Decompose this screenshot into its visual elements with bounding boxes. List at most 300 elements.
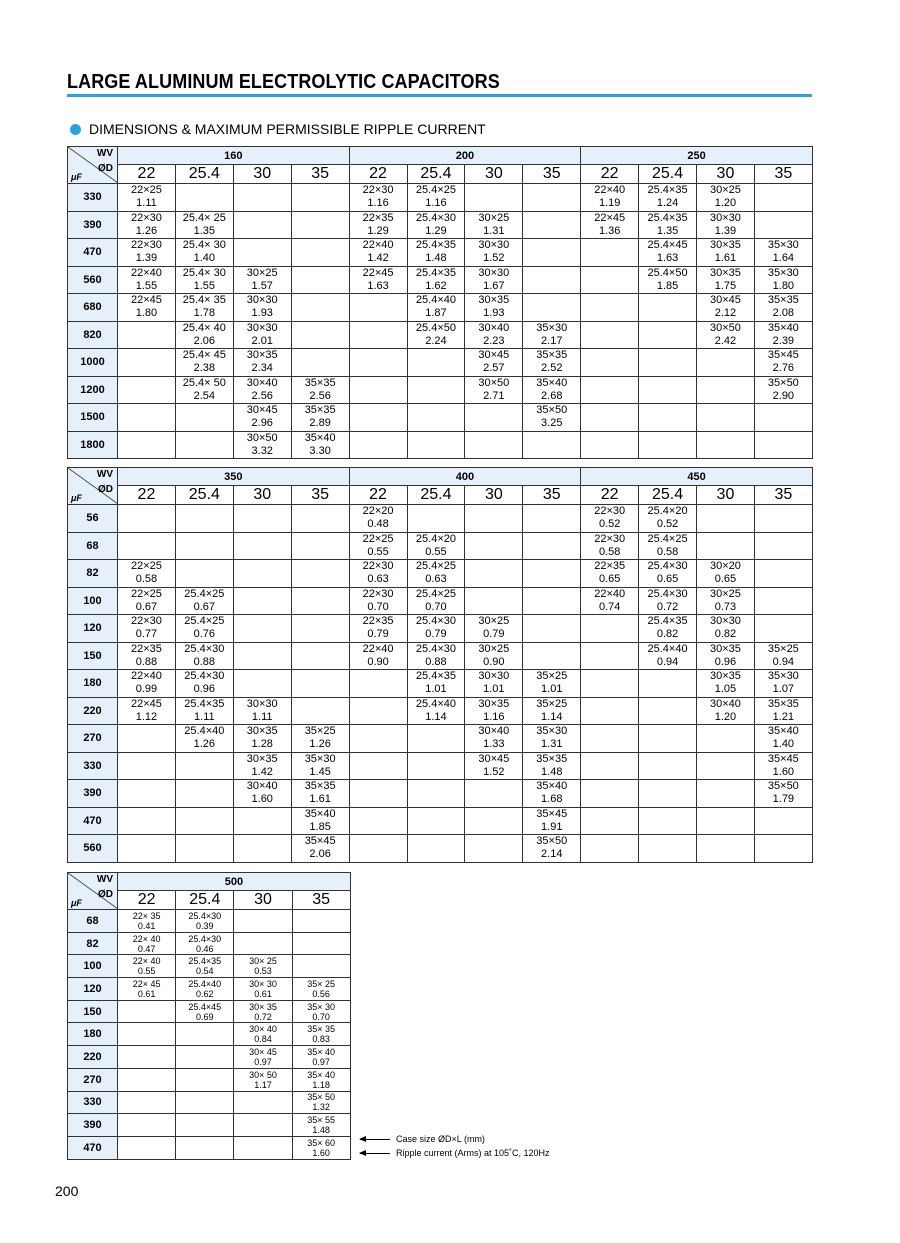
spec-cell <box>118 780 176 808</box>
capacitance-cell: 470 <box>68 239 118 267</box>
header-row-voltage <box>68 147 813 165</box>
capacitance-cell: 470 <box>68 807 118 835</box>
spec-cell <box>754 184 812 212</box>
table-row <box>68 1136 351 1159</box>
spec-cell <box>523 239 581 267</box>
ripple-current: 2.17 <box>541 334 563 347</box>
ripple-current: 0.41 <box>137 920 156 931</box>
spec-cell <box>233 294 291 322</box>
capacitance-cell: 1200 <box>68 376 118 404</box>
spec-cell <box>233 349 291 377</box>
case-size: 25.4×30 <box>184 642 225 655</box>
case-size: 22×45 <box>594 211 626 224</box>
spec-cell <box>292 955 350 978</box>
spec-cell <box>407 431 465 459</box>
ripple-current: 2.06 <box>309 848 331 861</box>
diameter-header: 22 <box>118 486 176 505</box>
spec-cell <box>291 505 349 533</box>
spec-cell <box>639 670 697 698</box>
spec-cell <box>291 349 349 377</box>
ripple-table-350-450v <box>67 467 813 863</box>
ripple-current: 0.73 <box>714 600 737 613</box>
ripple-current: 1.62 <box>425 279 447 292</box>
ripple-current: 0.58 <box>598 545 621 558</box>
spec-cell <box>233 211 291 239</box>
capacitance-cell: 330 <box>68 1091 118 1114</box>
ripple-current: 1.57 <box>251 279 273 292</box>
case-size: 25.4×40 <box>184 725 225 738</box>
ripple-current: 2.34 <box>251 362 273 375</box>
spec-cell <box>407 184 465 212</box>
ripple-current: 2.68 <box>541 389 563 402</box>
header-corner <box>68 873 118 910</box>
case-size: 35× 35 <box>307 1024 336 1035</box>
case-size: 25.4× 30 <box>182 239 226 252</box>
spec-cell <box>523 266 581 294</box>
spec-cell <box>523 752 581 780</box>
spec-cell <box>233 807 291 835</box>
ripple-current: 0.97 <box>312 1056 330 1067</box>
ripple-current: 1.60 <box>312 1147 330 1158</box>
bullet-icon <box>70 124 81 135</box>
spec-cell <box>523 725 581 753</box>
ripple-current: 1.36 <box>598 224 621 237</box>
ripple-current: 2.08 <box>772 307 795 320</box>
table-row <box>68 1114 351 1137</box>
spec-cell <box>234 1114 292 1137</box>
spec-cell <box>639 697 697 725</box>
spec-cell <box>523 321 581 349</box>
spec-cell <box>697 321 755 349</box>
page-title: LARGE ALUMINUM ELECTROLYTIC CAPACITORS <box>67 70 500 93</box>
spec-cell <box>175 807 233 835</box>
spec-cell <box>291 670 349 698</box>
case-size: 35× 60 <box>307 1137 336 1148</box>
ripple-current: 1.93 <box>251 307 273 320</box>
spec-cell <box>407 505 465 533</box>
spec-cell <box>523 560 581 588</box>
spec-cell <box>118 725 176 753</box>
spec-cell <box>292 1136 350 1159</box>
spec-cell <box>118 978 176 1001</box>
case-size: 22×45 <box>130 697 162 710</box>
ripple-current: 1.52 <box>483 252 505 265</box>
spec-cell <box>523 184 581 212</box>
spec-cell <box>754 835 812 863</box>
ripple-current: 1.61 <box>309 793 331 806</box>
spec-cell <box>581 835 639 863</box>
case-size: 25.4×25 <box>415 560 456 573</box>
spec-cell <box>234 910 292 933</box>
ripple-current: 1.14 <box>541 710 563 723</box>
table-row <box>68 376 813 404</box>
table-row <box>68 932 351 955</box>
spec-cell <box>118 1023 176 1046</box>
ripple-current: 3.25 <box>541 417 563 430</box>
spec-cell <box>754 404 812 432</box>
spec-cell <box>407 725 465 753</box>
table-row <box>68 239 813 267</box>
case-size: 30×30 <box>478 670 510 683</box>
voltage-header: 200 <box>349 147 581 165</box>
ripple-current: 0.47 <box>137 943 156 954</box>
case-size: 35×50 <box>767 780 799 793</box>
spec-cell <box>639 184 697 212</box>
capacitance-unit-label: μF <box>71 493 82 503</box>
ripple-current: 0.54 <box>196 966 214 977</box>
case-size: 30×35 <box>246 349 278 362</box>
spec-cell <box>697 431 755 459</box>
ripple-current: 0.55 <box>137 966 156 977</box>
ripple-current: 1.16 <box>367 197 389 210</box>
case-size: 25.4×40 <box>188 978 222 989</box>
spec-cell <box>118 1068 176 1091</box>
capacitance-cell: 220 <box>68 697 118 725</box>
spec-cell <box>233 184 291 212</box>
case-size: 30×35 <box>478 697 510 710</box>
diameter-header: 30 <box>697 486 755 505</box>
ripple-current: 0.99 <box>135 683 158 696</box>
case-size: 30×35 <box>709 642 741 655</box>
capacitance-cell: 150 <box>68 1000 118 1023</box>
spec-cell <box>349 587 407 615</box>
header-row-diameter <box>68 165 813 184</box>
case-size: 22×30 <box>362 560 394 573</box>
spec-cell <box>234 1000 292 1023</box>
spec-cell <box>581 294 639 322</box>
case-size: 25.4×35 <box>647 184 688 197</box>
spec-cell <box>639 266 697 294</box>
spec-cell <box>754 615 812 643</box>
case-size: 22×40 <box>362 239 394 252</box>
case-size: 22×25 <box>130 560 162 573</box>
spec-cell <box>407 697 465 725</box>
spec-cell <box>639 587 697 615</box>
spec-cell <box>349 807 407 835</box>
spec-cell <box>465 321 523 349</box>
spec-cell <box>234 1136 292 1159</box>
case-size: 25.4×40 <box>647 642 688 655</box>
ripple-current: 0.70 <box>367 600 389 613</box>
case-size: 30× 30 <box>249 978 277 989</box>
ripple-current: 1.39 <box>714 224 737 237</box>
spec-cell <box>581 321 639 349</box>
ripple-current: 0.62 <box>196 988 214 999</box>
ripple-current: 1.31 <box>483 224 505 237</box>
spec-cell <box>175 294 233 322</box>
ripple-current: 1.11 <box>136 197 157 210</box>
spec-cell <box>523 294 581 322</box>
case-size: 25.4×35 <box>647 211 688 224</box>
table-row <box>68 1046 351 1069</box>
case-size: 25.4× 50 <box>182 376 226 389</box>
spec-cell <box>407 404 465 432</box>
table-row <box>68 404 813 432</box>
spec-cell <box>292 1114 350 1137</box>
ripple-current: 0.63 <box>367 573 389 586</box>
case-size: 25.4× 45 <box>182 349 226 362</box>
case-size: 35×35 <box>767 697 799 710</box>
spec-cell <box>175 780 233 808</box>
spec-cell <box>118 431 176 459</box>
case-size: 30×30 <box>246 697 278 710</box>
ripple-current: 0.53 <box>254 966 272 977</box>
capacitance-cell: 680 <box>68 294 118 322</box>
spec-cell <box>291 211 349 239</box>
spec-cell <box>465 349 523 377</box>
spec-cell <box>523 807 581 835</box>
spec-cell <box>118 266 176 294</box>
capacitance-cell: 1800 <box>68 431 118 459</box>
case-size: 35× 50 <box>307 1092 336 1103</box>
spec-cell <box>291 294 349 322</box>
spec-cell <box>118 321 176 349</box>
ripple-current: 1.64 <box>772 252 795 265</box>
ripple-current: 2.52 <box>541 362 563 375</box>
ripple-current: 1.35 <box>193 224 216 237</box>
diameter-header: 25.4 <box>639 165 697 184</box>
case-size: 22×45 <box>130 294 162 307</box>
case-size: 35×30 <box>304 752 336 765</box>
table-row <box>68 1000 351 1023</box>
spec-cell <box>523 670 581 698</box>
spec-cell <box>407 349 465 377</box>
case-size: 35×30 <box>767 239 799 252</box>
spec-cell <box>581 404 639 432</box>
page-number: 200 <box>55 1183 79 1199</box>
capacitance-cell: 470 <box>68 1136 118 1159</box>
spec-cell <box>465 505 523 533</box>
case-size: 35×30 <box>536 321 568 334</box>
spec-cell <box>523 349 581 377</box>
case-size: 35×50 <box>536 404 568 417</box>
table-row <box>68 670 813 698</box>
spec-cell <box>233 321 291 349</box>
case-size: 30×30 <box>709 211 741 224</box>
spec-cell <box>176 955 234 978</box>
ripple-current: 0.70 <box>425 600 447 613</box>
ripple-current: 1.60 <box>251 793 273 806</box>
ripple-current: 1.29 <box>367 224 389 237</box>
ripple-current: 1.17 <box>254 1079 272 1090</box>
case-size: 30×50 <box>478 376 510 389</box>
ripple-current: 0.79 <box>367 628 389 641</box>
spec-cell <box>118 532 176 560</box>
case-size: 25.4×30 <box>188 910 222 921</box>
spec-cell <box>697 184 755 212</box>
ripple-current: 2.71 <box>483 389 505 402</box>
diameter-header: 35 <box>754 486 812 505</box>
ripple-current: 1.26 <box>135 224 158 237</box>
ripple-current: 1.91 <box>541 820 563 833</box>
spec-cell <box>407 807 465 835</box>
ripple-current: 1.85 <box>656 279 679 292</box>
case-size: 22×25 <box>362 532 394 545</box>
case-size: 30×20 <box>709 560 741 573</box>
spec-cell <box>176 1023 234 1046</box>
spec-cell <box>118 642 176 670</box>
spec-cell <box>639 780 697 808</box>
ripple-current: 1.14 <box>425 710 447 723</box>
spec-cell <box>233 239 291 267</box>
spec-cell <box>349 615 407 643</box>
case-size: 22×30 <box>362 184 394 197</box>
case-size: 22×30 <box>594 505 626 518</box>
spec-cell <box>523 615 581 643</box>
diameter-label: ØD <box>98 484 113 495</box>
spec-cell <box>697 376 755 404</box>
ripple-current: 1.87 <box>425 307 447 320</box>
table-row <box>68 780 813 808</box>
ripple-current: 1.48 <box>312 1125 330 1136</box>
spec-cell <box>465 697 523 725</box>
table-row <box>68 697 813 725</box>
spec-cell <box>754 211 812 239</box>
case-size: 30× 40 <box>249 1024 277 1035</box>
ripple-current: 1.75 <box>714 279 737 292</box>
voltage-header: 400 <box>349 468 581 486</box>
ripple-current: 1.55 <box>135 279 158 292</box>
capacitance-cell: 120 <box>68 615 118 643</box>
spec-cell <box>118 184 176 212</box>
ripple-current: 2.56 <box>309 389 331 402</box>
spec-cell <box>118 932 176 955</box>
diameter-header: 30 <box>233 165 291 184</box>
spec-cell <box>292 932 350 955</box>
table-row <box>68 587 813 615</box>
capacitance-cell: 68 <box>68 532 118 560</box>
spec-cell <box>233 376 291 404</box>
spec-cell <box>349 780 407 808</box>
ripple-current: 2.54 <box>193 389 216 402</box>
ripple-current: 1.24 <box>656 197 679 210</box>
case-size: 22×25 <box>130 587 162 600</box>
case-size: 30×30 <box>478 239 510 252</box>
case-size: 25.4×50 <box>647 266 688 279</box>
case-size: 25.4×20 <box>647 505 688 518</box>
spec-cell <box>754 642 812 670</box>
spec-cell <box>697 835 755 863</box>
case-size: 30×30 <box>478 266 510 279</box>
ripple-current: 0.55 <box>425 545 447 558</box>
voltage-header: 160 <box>118 147 350 165</box>
case-size: 25.4× 30 <box>182 266 226 279</box>
capacitance-cell: 82 <box>68 560 118 588</box>
spec-cell <box>697 642 755 670</box>
ripple-current: 1.40 <box>193 252 216 265</box>
spec-cell <box>407 670 465 698</box>
spec-cell <box>175 211 233 239</box>
capacitance-cell: 180 <box>68 1023 118 1046</box>
spec-cell <box>175 184 233 212</box>
spec-cell <box>407 294 465 322</box>
ripple-current: 0.61 <box>137 988 156 999</box>
case-size: 25.4×35 <box>647 615 688 628</box>
spec-cell <box>523 211 581 239</box>
ripple-current: 1.60 <box>772 765 795 778</box>
case-size: 25.4×50 <box>415 321 456 334</box>
spec-cell <box>291 321 349 349</box>
spec-cell <box>175 505 233 533</box>
ripple-current: 0.88 <box>425 655 447 668</box>
case-size: 30× 50 <box>249 1069 277 1080</box>
spec-cell <box>349 349 407 377</box>
spec-cell <box>639 294 697 322</box>
spec-cell <box>697 266 755 294</box>
ripple-current: 1.48 <box>541 765 563 778</box>
spec-cell <box>234 932 292 955</box>
spec-cell <box>175 560 233 588</box>
spec-cell <box>697 807 755 835</box>
spec-cell <box>175 670 233 698</box>
spec-cell <box>233 560 291 588</box>
spec-cell <box>292 910 350 933</box>
spec-cell <box>697 404 755 432</box>
case-size: 35×40 <box>304 807 336 820</box>
spec-cell <box>523 642 581 670</box>
spec-cell <box>176 978 234 1001</box>
spec-cell <box>465 835 523 863</box>
case-size: 35×45 <box>536 807 568 820</box>
case-size: 22×35 <box>362 615 394 628</box>
ripple-current: 2.06 <box>193 334 216 347</box>
ripple-current: 2.23 <box>483 334 505 347</box>
ripple-current: 1.01 <box>483 683 505 696</box>
spec-cell <box>292 1046 350 1069</box>
spec-cell <box>175 349 233 377</box>
case-size: 22×30 <box>594 532 626 545</box>
spec-cell <box>754 266 812 294</box>
ripple-current: 0.88 <box>193 655 216 668</box>
spec-cell <box>465 725 523 753</box>
ripple-current: 0.48 <box>367 518 389 531</box>
case-size: 30×35 <box>246 725 278 738</box>
spec-cell <box>175 431 233 459</box>
capacitance-cell: 390 <box>68 211 118 239</box>
spec-cell <box>581 587 639 615</box>
spec-cell <box>349 560 407 588</box>
spec-cell <box>118 587 176 615</box>
diameter-header: 35 <box>523 165 581 184</box>
case-size: 22× 40 <box>132 933 161 944</box>
case-size: 22×40 <box>130 670 162 683</box>
case-size: 22×35 <box>130 642 162 655</box>
spec-cell <box>581 725 639 753</box>
case-size: 30×25 <box>478 615 510 628</box>
spec-cell <box>175 835 233 863</box>
spec-cell <box>697 349 755 377</box>
spec-cell <box>581 560 639 588</box>
spec-cell <box>523 431 581 459</box>
capacitance-cell: 1500 <box>68 404 118 432</box>
spec-cell <box>291 725 349 753</box>
spec-cell <box>639 349 697 377</box>
spec-cell <box>176 1068 234 1091</box>
diameter-header: 22 <box>581 486 639 505</box>
ripple-current: 0.90 <box>367 655 389 668</box>
spec-cell <box>176 1136 234 1159</box>
case-size: 35×30 <box>767 670 799 683</box>
case-size: 30×35 <box>709 239 741 252</box>
case-size: 25.4×45 <box>647 239 688 252</box>
case-size: 25.4×35 <box>415 670 456 683</box>
ripple-current: 1.29 <box>425 224 447 237</box>
table-row <box>68 294 813 322</box>
ripple-current: 0.52 <box>598 518 621 531</box>
spec-cell <box>697 725 755 753</box>
diameter-header: 22 <box>118 891 176 910</box>
ripple-table-160-250v <box>67 146 813 459</box>
